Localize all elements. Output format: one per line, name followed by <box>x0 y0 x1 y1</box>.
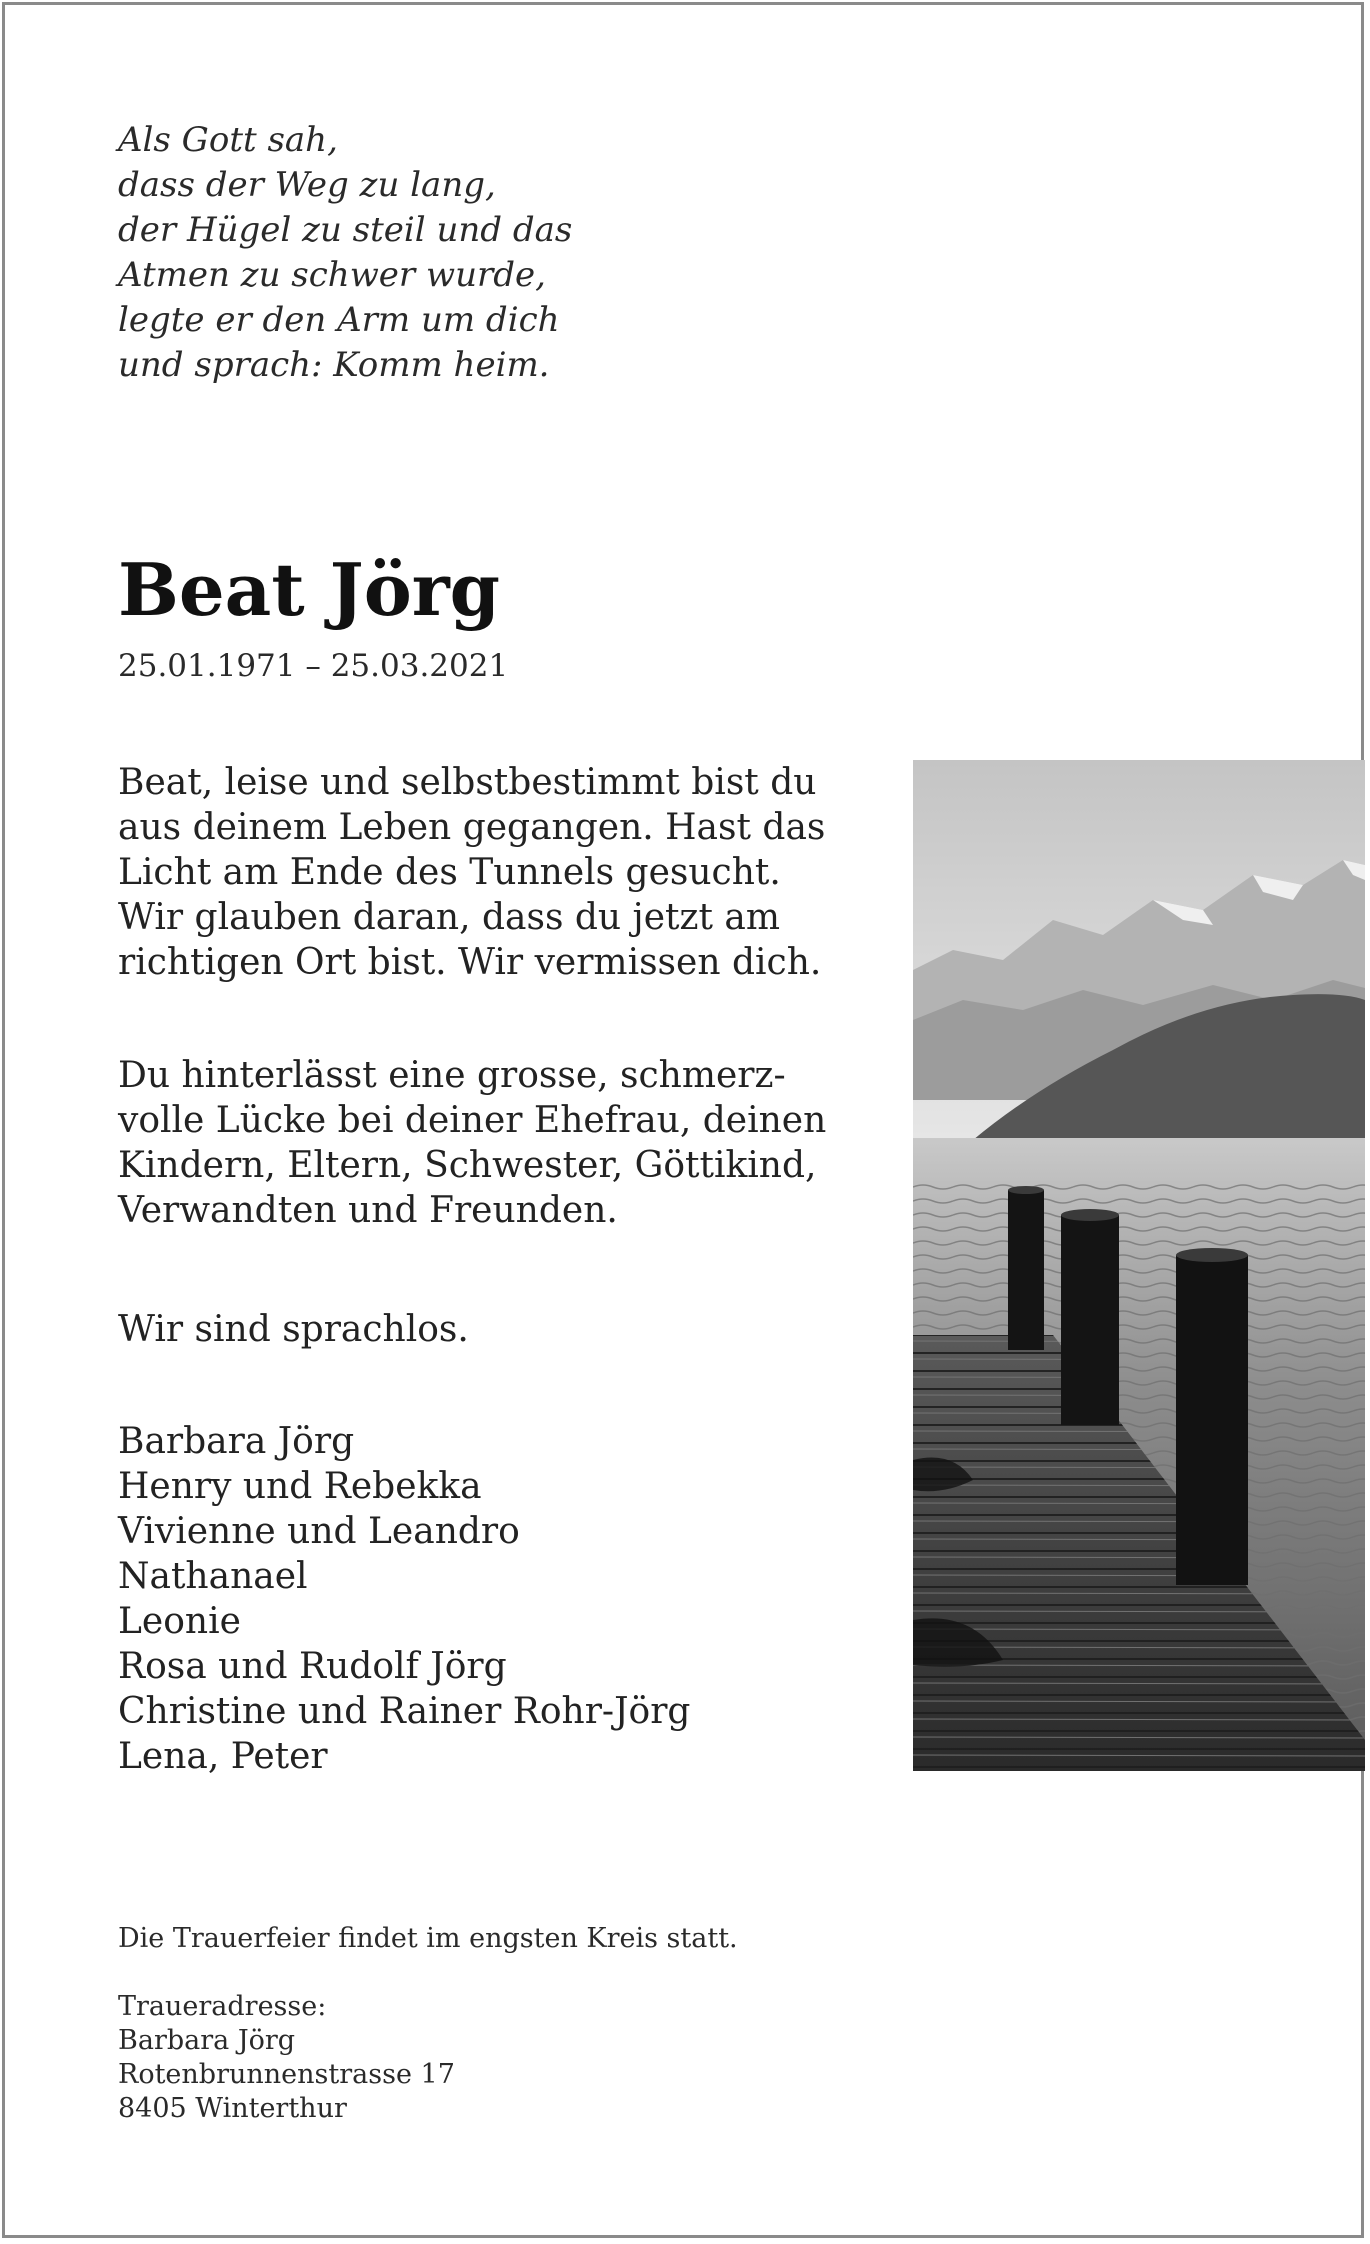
poem-line: der Hügel zu steil und das <box>118 210 573 250</box>
message-paragraph-2 <box>118 1053 826 1233</box>
address-street: Rotenbrunnenstrasse 17 <box>118 2059 455 2090</box>
jetty-post <box>1176 1255 1248 1585</box>
poem-line: legte er den Arm um dich <box>118 300 560 340</box>
mourner: Vivienne und Leandro <box>118 1511 520 1552</box>
mourners-list <box>118 1419 690 1779</box>
mourner: Nathanael <box>118 1556 308 1597</box>
jetty-post <box>1008 1190 1044 1350</box>
mourner: Henry und Rebekka <box>118 1466 482 1507</box>
life-dates: 25.01.1971 – 25.03.2021 <box>118 648 509 684</box>
address-city: 8405 Winterthur <box>118 2093 347 2124</box>
message-line: volle Lücke bei deiner Ehefrau, deinen <box>118 1100 827 1141</box>
message-line: Wir glauben daran, dass du jetzt am <box>118 897 780 938</box>
poem-line: dass der Weg zu lang, <box>118 165 496 205</box>
message-line: Kindern, Eltern, Schwester, Göttikind, <box>118 1145 817 1186</box>
funeral-notice: Die Trauerfeier findet im engsten Kreis statt. <box>118 1923 738 1954</box>
message-line: richtigen Ort bist. Wir vermissen dich. <box>118 942 822 983</box>
message-line: Licht am Ende des Tunnels gesucht. <box>118 852 781 893</box>
mourner: Leonie <box>118 1601 241 1642</box>
jetty-post-top <box>1061 1209 1119 1221</box>
poem-line: und sprach: Komm heim. <box>118 345 550 385</box>
message-line: Verwandten und Freunden. <box>118 1190 618 1231</box>
mourning-address <box>118 1990 455 2126</box>
lake-jetty-photo <box>913 760 1365 1771</box>
poem <box>118 118 572 388</box>
address-label: Traueradresse: <box>118 1991 327 2022</box>
jetty-post-top <box>1176 1248 1248 1262</box>
poem-line: Als Gott sah, <box>118 120 338 160</box>
address-name: Barbara Jörg <box>118 2025 296 2056</box>
message-line: aus deinem Leben gegangen. Hast das <box>118 807 826 848</box>
poem-line: Atmen zu schwer wurde, <box>118 255 546 295</box>
lake-jetty-illustration <box>913 760 1365 1771</box>
message-paragraph-3: Wir sind sprachlos. <box>118 1309 469 1350</box>
mourner: Christine und Rainer Rohr-Jörg <box>118 1691 691 1732</box>
mourner: Barbara Jörg <box>118 1421 355 1462</box>
jetty-post <box>1061 1215 1119 1425</box>
mourner: Rosa und Rudolf Jörg <box>118 1646 507 1687</box>
message-line: Du hinterlässt eine grosse, schmerz- <box>118 1055 786 1096</box>
jetty-post-top <box>1008 1186 1044 1194</box>
deceased-name: Beat Jörg <box>118 547 501 632</box>
message-line: Beat, leise und selbstbestimmt bist du <box>118 762 817 803</box>
message-paragraph-1 <box>118 760 825 985</box>
mourner: Lena, Peter <box>118 1736 328 1777</box>
